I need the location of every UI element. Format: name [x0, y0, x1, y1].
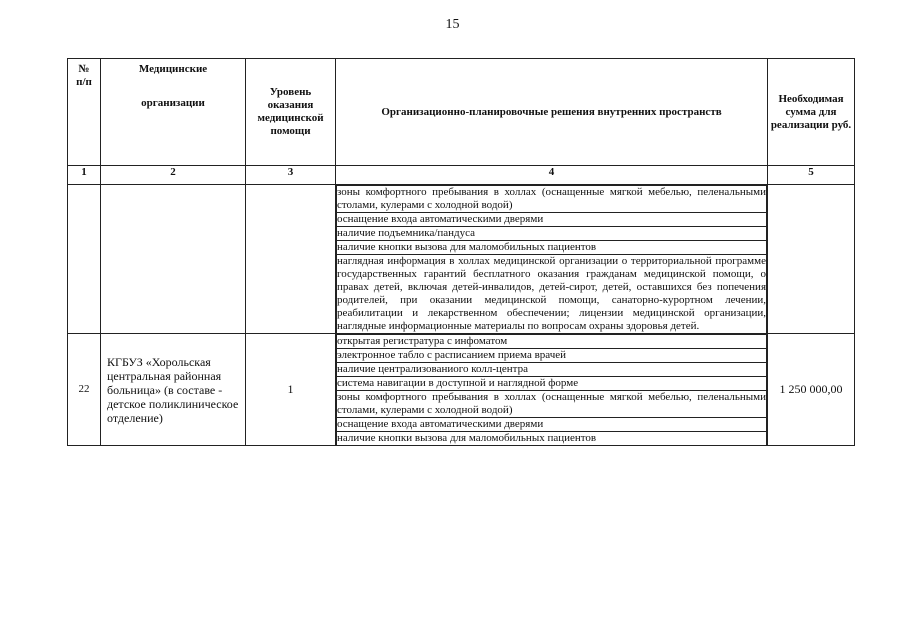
care-level: 1	[246, 334, 336, 446]
column-number-row	[68, 166, 855, 185]
solution-item: оснащение входа автоматическими дверями	[337, 213, 767, 227]
header-level: Уровень оказания медицинской помощи	[246, 59, 336, 166]
solution-item: открытая регистратура с инфоматом	[337, 335, 767, 349]
cell-solutions	[336, 185, 768, 334]
cell-number-empty	[68, 185, 101, 334]
solution-item: наличие централизованиого колл-центра	[337, 363, 767, 377]
table-row	[68, 334, 855, 446]
table-row-continued	[68, 185, 855, 334]
cell-solutions	[336, 334, 768, 446]
column-number: 1	[68, 166, 101, 185]
column-number: 4	[336, 166, 768, 185]
solution-item: наличие кнопки вызова для маломобильных пациентов	[337, 241, 767, 255]
organizations-table	[67, 58, 855, 446]
header-solutions: Организационно-планировочные решения внутренних пространств	[336, 59, 768, 166]
solution-item: зоны комфортного пребывания в холлах (оснащенные мягкой мебелью, пеленальными столами, кулерами с холодной водой)	[337, 186, 766, 211]
solution-item: наличие подъемника/пандуса	[337, 227, 767, 241]
solution-item: наглядная информация в холлах медицинской организации о территориальной программе государственных гарантий бесплатного оказания гражданам медицинской помощи, о правах детей, включая детей-инвалидов, детей-сирот, детей, оставшихся без попечения родителей, при оказании медицинской помощи, санаторно-курортном лечении, реабилитации и лекарственном обеспечении; лицензии медицинской организации, наглядные информационные материалы по вопросам охраны здоровья детей.	[337, 255, 766, 332]
row-number: 22	[68, 334, 101, 446]
column-number: 2	[101, 166, 246, 185]
page-number: 15	[445, 17, 460, 32]
header-organizations: Медицинские организации	[101, 59, 246, 166]
solution-item: система навигации в доступной и наглядной форме	[337, 377, 767, 391]
header-sum: Необходимая сумма для реализации руб.	[768, 59, 855, 166]
column-number: 5	[768, 166, 855, 185]
required-sum: 1 250 000,00	[768, 334, 855, 446]
solution-item: зоны комфортного пребывания в холлах (оснащенные мягкой мебелью, пеленальными столами, кулерами с холодной водой)	[337, 391, 766, 416]
column-number: 3	[246, 166, 336, 185]
solution-item: наличие кнопки вызова для маломобильных пациентов	[337, 432, 767, 446]
header-number: № п/п	[68, 59, 101, 166]
cell-organization-empty	[101, 185, 246, 334]
solution-item: оснащение входа автоматическими дверями	[337, 418, 767, 432]
solution-item: электронное табло с расписанием приема врачей	[337, 349, 767, 363]
organization-name: КГБУЗ «Хорольская центральная районная больница» (в составе - детское поликлиническое отделение)	[101, 334, 246, 446]
header-row	[68, 59, 855, 166]
cell-level-empty	[246, 185, 336, 334]
cell-sum-empty	[768, 185, 855, 334]
